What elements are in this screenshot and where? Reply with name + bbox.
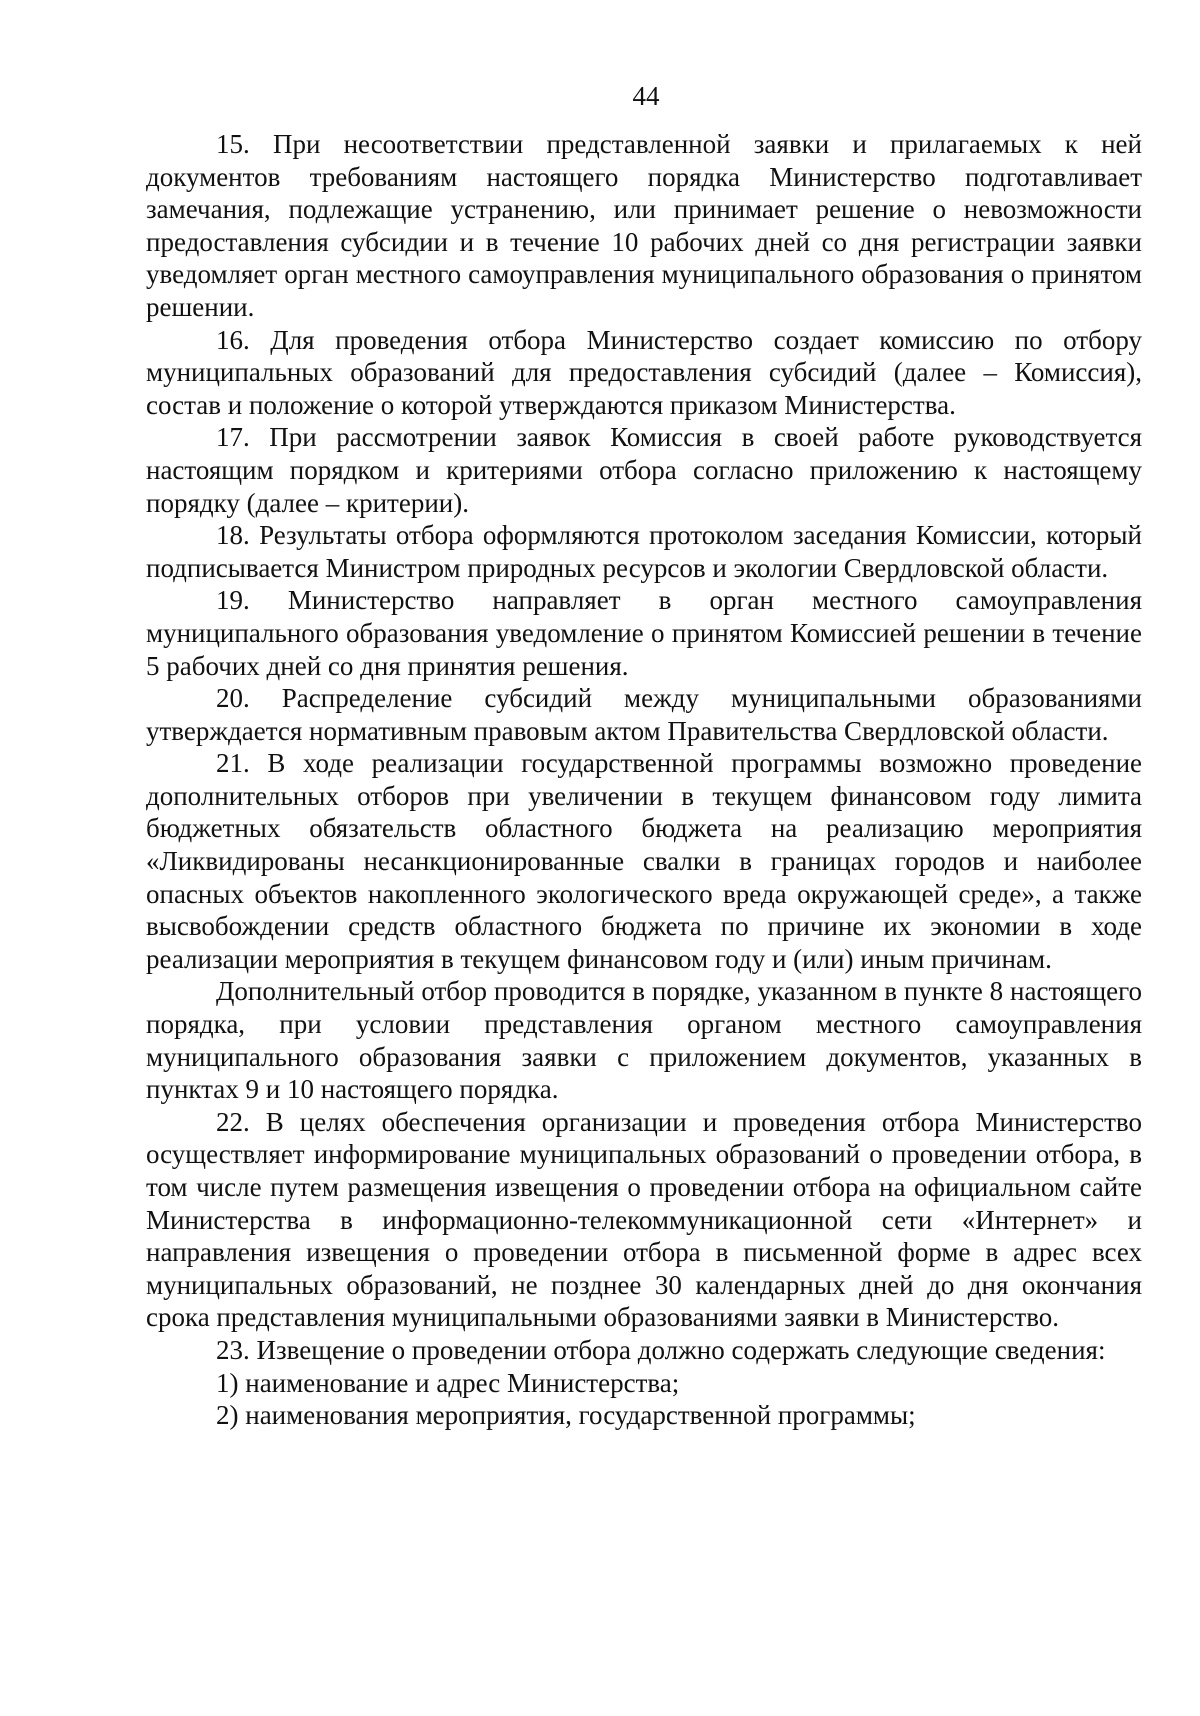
paragraph-23: 23. Извещение о проведении отбора должно содержать следующие сведения:: [216, 1334, 1106, 1365]
list-item-1: 1) наименование и адрес Министерства;: [216, 1367, 680, 1398]
paragraph-15: 15. При несоответствии представленной заявки и прилагаемых к ней документов требованиям настоящего порядка Министерство подготавливает замечания, подлежащие устранению, или принимает решение о невозможности предоставления субсидии и в течение 10 рабочих дней со дня регистрации заявки уведомляет орган местного самоуправления муниципального образования о принятом решении.: [146, 129, 1142, 322]
paragraph-17: 17. При рассмотрении заявок Комиссия в своей работе руководствуется настоящим порядком и критериями отбора согласно приложению к настоящему порядку (далее – критерии).: [146, 422, 1142, 518]
document-body: [146, 128, 1142, 1432]
paragraph-21-additional: Дополнительный отбор проводится в порядке, указанном в пункте 8 настоящего порядка, при условии представления органом местного самоуправления муниципального образования заявки с приложением документов, указанных в пунктах 9 и 10 настоящего порядка.: [146, 976, 1142, 1105]
paragraph-16: 16. Для проведения отбора Министерство создает комиссию по отбору муниципальных образований для предоставления субсидий (далее – Комиссия), состав и положение о которой утверждаются приказом Министерства.: [146, 324, 1142, 420]
paragraph-20: 20. Распределение субсидий между муниципальными образованиями утверждается нормативным правовым актом Правительства Свердловской области.: [146, 683, 1142, 746]
paragraph-21: 21. В ходе реализации государственной программы возможно проведение дополнительных отборов при увеличении в текущем финансовом году лимита бюджетных обязательств областного бюджета на реализацию мероприятия «Ликвидированы несанкционированные свалки в границах городов и наиболее опасных объектов накопленного экологического вреда окружающей среде», а также высвобождении средств областного бюджета по причине их экономии в ходе реализации мероприятия в текущем финансовом году и (или) иным причинам.: [146, 748, 1142, 974]
paragraph-22: 22. В целях обеспечения организации и проведения отбора Министерство осуществляет информирование муниципальных образований о проведении отбора, в том числе путем размещения извещения о проведении отбора на официальном сайте Министерства в информационно-телекоммуникационной сети «Интернет» и направления извещения о проведении отбора в письменной форме в адрес всех муниципальных образований, не позднее 30 календарных дней до дня окончания срока представления муниципальными образованиями заявки в Министерство.: [146, 1106, 1142, 1333]
paragraph-19: 19. Министерство направляет в орган местного самоуправления муниципального образования уведомление о принятом Комиссией решении в течение 5 рабочих дней со дня принятия решения.: [146, 585, 1142, 681]
list-item-2: 2) наименования мероприятия, государственной программы;: [216, 1400, 916, 1431]
page-number: 44: [632, 81, 660, 111]
paragraph-18: 18. Результаты отбора оформляются протоколом заседания Комиссии, который подписывается Министром природных ресурсов и экологии Свердловской области.: [146, 520, 1142, 583]
